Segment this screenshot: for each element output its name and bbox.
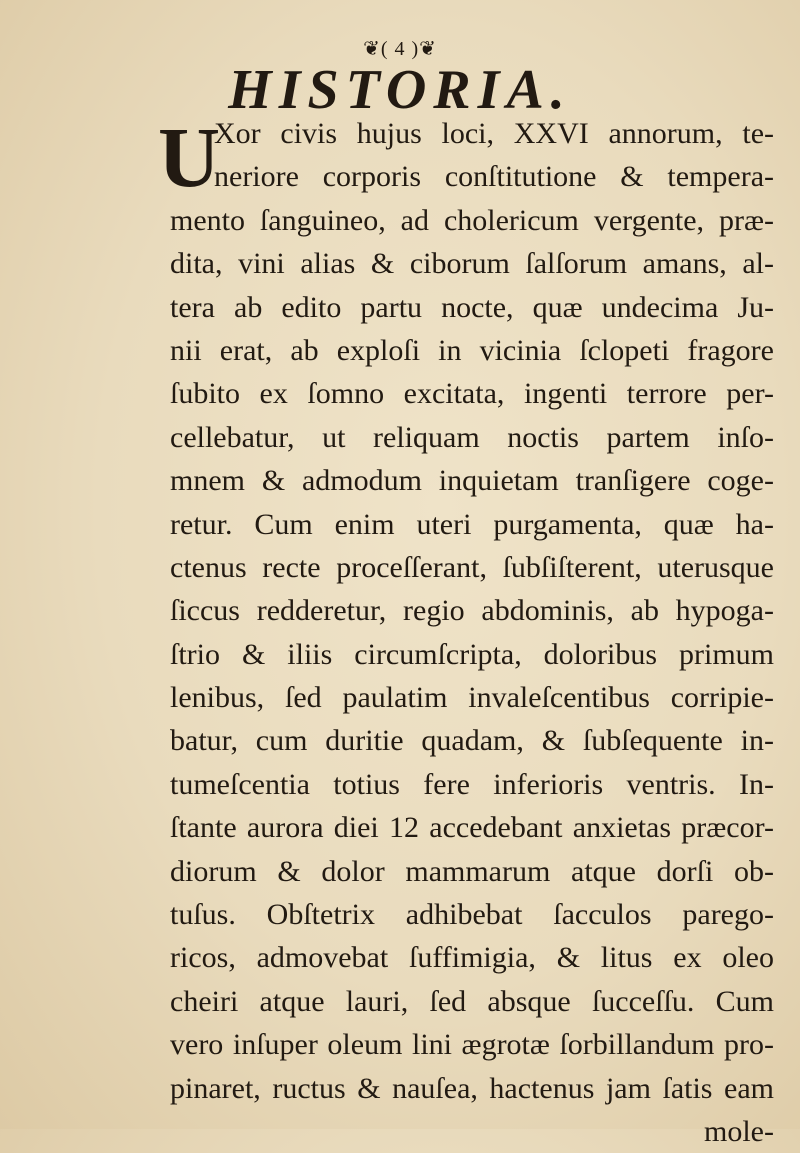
- text-line: pinaret, ructus & nauſea, hactenus jam ſatis eam: [170, 1071, 774, 1105]
- text-line: batur, cum duritie quadam, & ſubſequente in-: [170, 724, 774, 758]
- text-line: ſubito ex ſomno excitata, ingenti terrore per-: [170, 377, 774, 411]
- text-line: mento ſanguineo, ad cholericum vergente, præ-: [170, 203, 774, 237]
- text-line: ſtrio & iliis circumſcripta, doloribus primum: [170, 637, 774, 671]
- text-line: mnem & admodum inquietam tranſigere coge-: [170, 464, 774, 498]
- text-line: diorum & dolor mammarum atque dorſi ob-: [170, 854, 774, 888]
- text-line: ctenus recte proceſſerant, ſubſiſterent, uterusque: [170, 550, 774, 584]
- text-line: dita, vini alias & ciborum ſalſorum amans, al-: [170, 247, 774, 281]
- drop-cap: U: [158, 109, 221, 205]
- catchword: mole-: [704, 1114, 774, 1148]
- body-text: [158, 109, 774, 1153]
- text-line: ſiccus redderetur, regio abdominis, ab hypoga-: [170, 594, 774, 628]
- text-line: lenibus, ſed paulatim invaleſcentibus corripie-: [170, 681, 774, 715]
- text-line: tumeſcentia totius fere inferioris ventris. In-: [170, 767, 774, 801]
- page-number: ❦( 4 )❦: [363, 38, 437, 60]
- text-line: Xor civis hujus loci, XXVI annorum, te-: [214, 117, 774, 150]
- text-line: vero inſuper oleum lini ægrotæ ſorbillandum pro-: [170, 1028, 774, 1062]
- text-line: tuſus. Obſtetrix adhibebat ſacculos parego-: [170, 898, 774, 932]
- text-line: ſtante aurora diei 12 accedebant anxietas præcor-: [170, 811, 774, 845]
- text-line: tera ab edito partu nocte, quæ undecima Ju-: [170, 290, 774, 324]
- page-title: HISTORIA.: [228, 59, 572, 121]
- text-line: cheiri atque lauri, ſed absque ſucceſſu. Cum: [170, 984, 774, 1018]
- text-line: nii erat, ab exploſi in vicinia ſclopeti fragore: [170, 333, 774, 367]
- text-line: retur. Cum enim uteri purgamenta, quæ ha-: [170, 507, 774, 541]
- text-line: neriore corporis conſtitutione & tempera-: [214, 160, 774, 194]
- text-line: cellebatur, ut reliquam noctis partem inſo-: [170, 420, 774, 454]
- text-line: ricos, admovebat ſuffimigia, & litus ex oleo: [170, 941, 774, 975]
